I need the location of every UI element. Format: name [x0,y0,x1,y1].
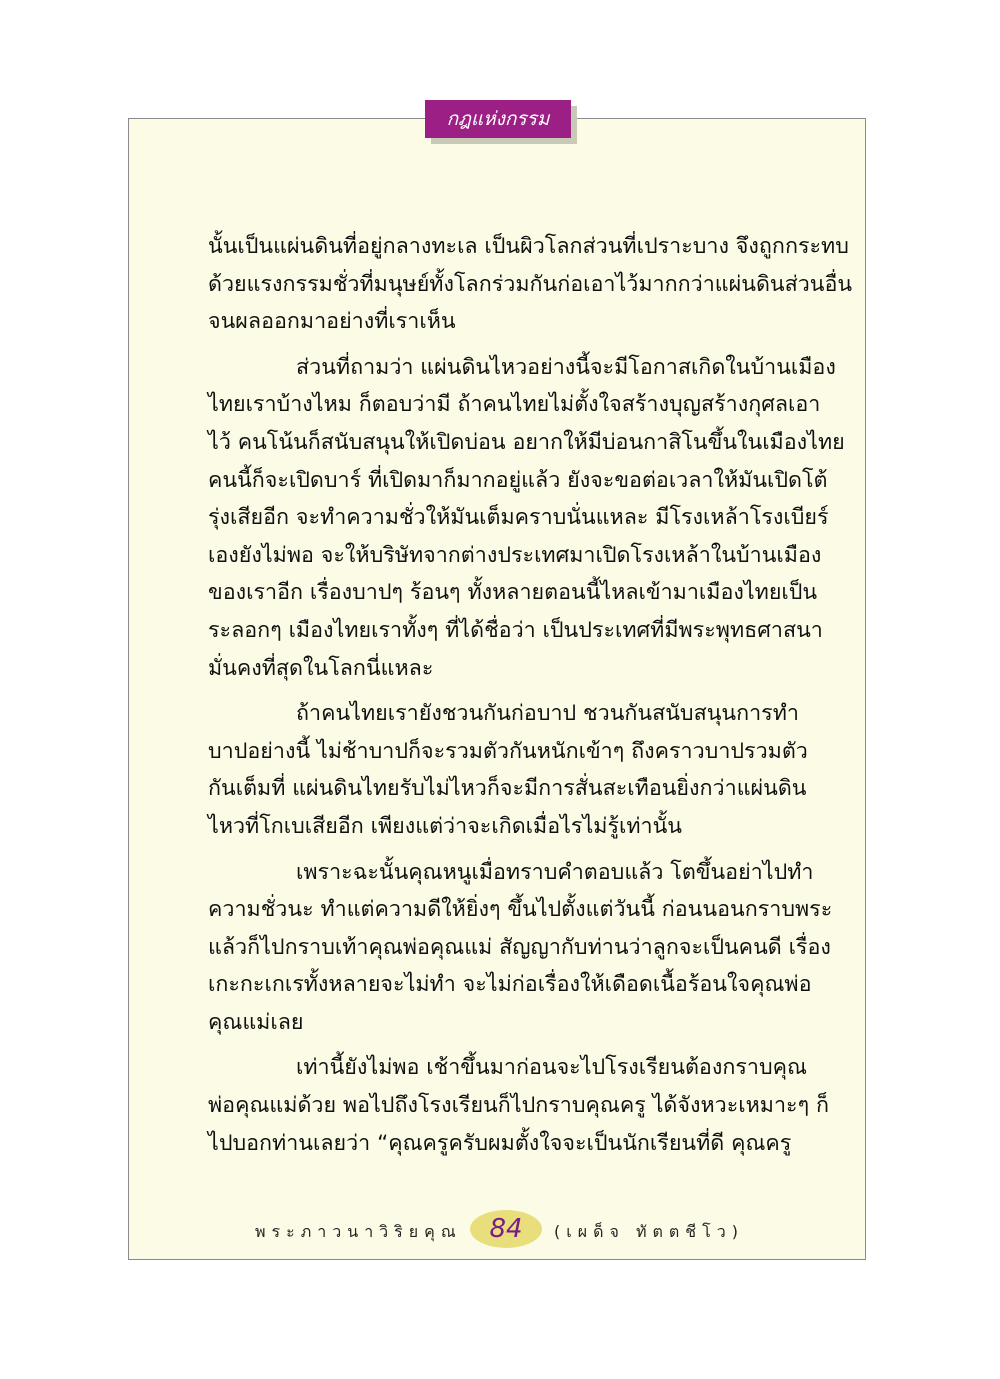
text-line: กันเต็มที่ แผ่นดินไทยรับไม่ไหวก็จะมีการสั่นสะเทือนยิ่งกว่าแผ่นดิน [208,776,807,802]
text-line: แล้วก็ไปกราบเท้าคุณพ่อคุณแม่ สัญญากับท่านว่าลูกจะเป็นคนดี เรื่อง [208,934,831,960]
text-line: ไทยเราบ้างไหม ก็ตอบว่ามี ถ้าคนไทยไม่ตั้งใจสร้างบุญสร้างกุศลเอา [208,392,821,418]
paragraph-3 [208,695,808,845]
text-line: นั้นเป็นแผ่นดินที่อยู่กลางทะเล เป็นผิวโลกส่วนที่เปราะบาง จึงถูกกระทบ [208,234,849,259]
text-line: ถ้าคนไทยเรายังชวนกันก่อบาป ชวนกันสนับสนุนการทำ [296,701,799,727]
text-line: จนผลออกมาอย่างที่เราเห็น [208,309,456,335]
page-number-badge [470,1210,542,1248]
body-text [208,228,853,1170]
text-line: คุณแม่เลย [208,1009,304,1035]
chapter-title: กฎแห่งกรรม [446,108,550,130]
text-line: เกะกะเกเรทั้งหลายจะไม่ทำ จะไม่ก่อเรื่องให้เดือดเนื้อร้อนใจคุณพ่อ [208,972,812,998]
paragraph-5 [208,1049,829,1162]
text-line: บาปอย่างนี้ ไม่ช้าบาปก็จะรวมตัวกันหนักเข้าๆ ถึงคราวบาปรวมตัว [208,738,808,764]
text-line: ไว้ คนโน้นก็สนับสนุนให้เปิดบ่อน อยากให้มีบ่อนกาสิโนขึ้นในเมืองไทย [208,429,845,455]
paragraph-2 [208,349,845,687]
text-line: ไปบอกท่านเลยว่า “คุณครูครับผมตั้งใจจะเป็นนักเรียนที่ดี คุณครู [208,1130,792,1156]
text-line: ของเราอีก เรื่องบาปๆ ร้อนๆ ทั้งหลายตอนนี้ไหลเข้ามาเมืองไทยเป็น [208,580,818,606]
text-line: ความชั่วนะ ทำแต่ความดีให้ยิ่งๆ ขึ้นไปตั้งแต่วันนี้ ก่อนนอนกราบพระ [208,897,833,923]
text-line: เท่านี้ยังไม่พอ เช้าขึ้นมาก่อนจะไปโรงเรียนต้องกราบคุณ [296,1055,807,1081]
page-footer [128,1210,866,1250]
text-line: เพราะฉะนั้นคุณหนูเมื่อทราบคำตอบแล้ว โตขึ้นอย่าไปทำ [296,859,814,885]
chapter-title-tab [425,100,571,138]
text-line: มั่นคงที่สุดในโลกนี่แหละ [208,655,434,681]
text-line: พ่อคุณแม่ด้วย พอไปถึงโรงเรียนก็ไปกราบคุณครู ได้จังหวะเหมาะๆ ก็ [208,1093,829,1119]
page-number: 84 [489,1214,523,1244]
book-title: พระภาวนาวิริยคุณ [255,1222,462,1241]
paragraph-1 [208,228,853,341]
author-name: (เผด็จ ทัตตชีโว) [554,1222,744,1241]
text-line: ไหวที่โกเบเสียอีก เพียงแต่ว่าจะเกิดเมื่อไรไม่รู้เท่านั้น [208,813,682,839]
text-line: ระลอกๆ เมืองไทยเราทั้งๆ ที่ได้ชื่อว่า เป็นประเทศที่มีพระพุทธศาสนา [208,617,823,643]
text-line: เองยังไม่พอ จะให้บริษัทจากต่างประเทศมาเปิดโรงเหล้าในบ้านเมือง [208,542,822,568]
text-line: คนนี้ก็จะเปิดบาร์ ที่เปิดมาก็มากอยู่แล้ว ยังจะขอต่อเวลาให้มันเปิดโต้ [208,467,828,493]
text-line: ส่วนที่ถามว่า แผ่นดินไหวอย่างนี้จะมีโอกาสเกิดในบ้านเมือง [296,354,836,380]
text-line: ด้วยแรงกรรมชั่วที่มนุษย์ทั้งโลกร่วมกันก่อเอาไว้มากกว่าแผ่นดินส่วนอื่น [208,271,853,297]
text-line: รุ่งเสียอีก จะทำความชั่วให้มันเต็มคราบนั่นแหละ มีโรงเหล้าโรงเบียร์ [208,505,829,531]
paragraph-4 [208,854,833,1042]
